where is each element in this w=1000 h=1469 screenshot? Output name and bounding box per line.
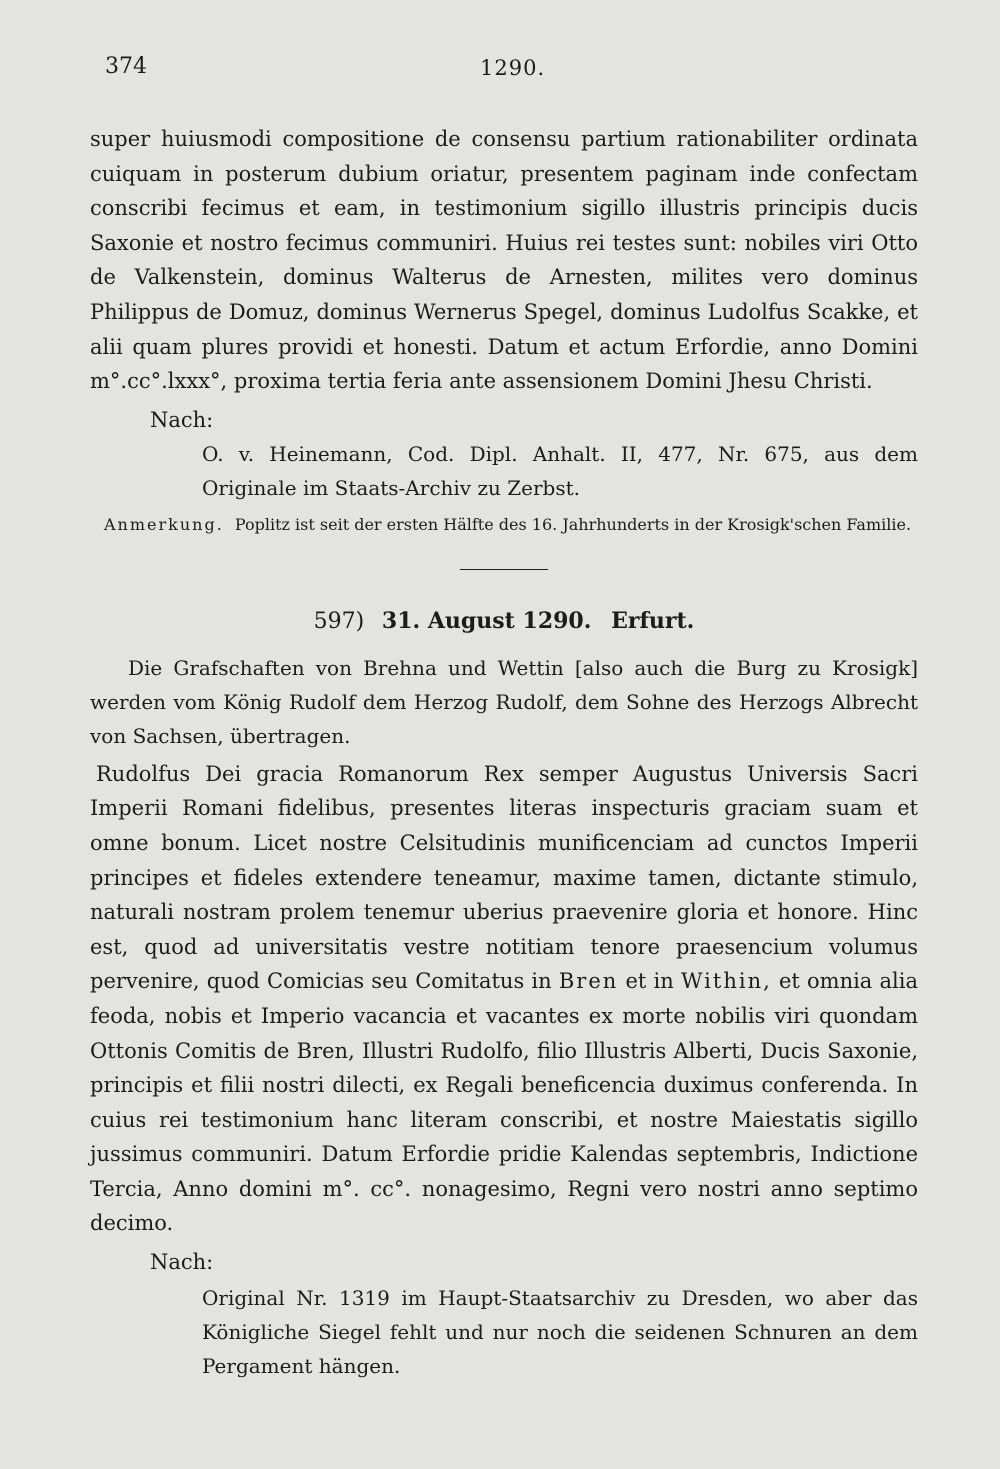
charter-text-part1: Rudolfus Dei gracia Romanorum Rex semper Augustus Universis Sacri Imperii Romani fidelibus, presentes literas inspecturis graciam suam et omne bonum. Licet nostre Celsitudinis munificenciam ad cunctos Imperii principes et fideles extendere teneamur, maxime tamen, dictante stimulo, naturali nostram prolem tenemur uberius praevenire gloria et honore. Hinc est, quod ad universitatis vestre notitiam tenore praesencium volumus pervenire, quod Comicias seu Comitatus in xyxy=(90,761,918,994)
annotation-text: Poplitz ist seit der ersten Hälfte des 16. Jahrhunderts in der Krosigk'schen Familie. xyxy=(234,514,912,534)
running-head-year: 1290. xyxy=(480,56,546,80)
place-bren: Bren xyxy=(558,969,619,994)
previous-source-label: Nach: xyxy=(150,407,214,432)
place-within: Within, xyxy=(680,969,772,994)
previous-source-citation: O. v. Heinemann, Cod. Dipl. Anhalt. II, 477, Nr. 675, aus dem Originale im Staats-Archiv zu Zerbst. xyxy=(202,441,918,500)
document-place: Erfurt. xyxy=(611,607,695,634)
page-number: 374 xyxy=(105,54,147,79)
page-header xyxy=(105,48,912,92)
annotation-label: Anmerkung. xyxy=(104,514,224,534)
charter-text-part2: et omnia alia feoda, nobis et Imperio vacancia et vacantes ex morte nobilis viri quondam Ottonis Comitis de Bren, Illustri Rudolfo, filio Illustris Alberti, Ducis Saxonie, principis et filii nostri dilecti, ex Regali beneficencia duximus conferenda. In cuius rei testimonium hanc literam conscribi, et nostre Maiestatis sigillo jussimus communiri. Datum Erfordie pridie Kalendas septembris, Indictione Tercia, Anno domini m°. cc°. nonagesimo, Regni vero nostri anno septimo decimo. xyxy=(90,969,918,1236)
previous-document-text: super huiusmodi compositione de consensu partium rationabiliter ordinata cuiquam in posterum dubium oriatur, presentem paginam inde confectam conscribi fecimus et eam, in testimonium sigillo illustris principis ducis Saxonie et nostro fecimus communiri. Huius rei testes sunt: nobiles viri Otto de Valkenstein, dominus Walterus de Arnesten, milites vero dominus Philippus de Domuz, dominus Wernerus Spegel, dominus Ludolfus Scakke, et alii quam plures providi et honesti. Datum et actum Erfordie, anno Domini m°.cc°.lxxx°, proxima tertia feria ante assensionem Domini Jhesu Christi. xyxy=(90,127,918,394)
document-source-label: Nach: xyxy=(150,1250,214,1275)
document-source-citation: Original Nr. 1319 im Haupt-Staatsarchiv zu Dresden, wo aber das Königliche Siegel fehlt und nur noch die seidenen Schnuren an dem Pergament hängen. xyxy=(202,1286,918,1379)
document-summary: Die Grafschaften von Brehna und Wettin [also auch die Burg zu Krosigk] werden vom König Rudolf dem Herzog Rudolf, dem Sohne des Herzogs Albrecht von Sachsen, übertragen. xyxy=(90,655,918,748)
document-number: 597) xyxy=(313,608,365,634)
section-divider xyxy=(460,569,548,570)
charter-text-connector: et in xyxy=(625,969,674,994)
annotation-note xyxy=(104,513,918,537)
charter-text xyxy=(90,757,918,1241)
document-heading xyxy=(90,606,918,637)
document-date: 31. August 1290. xyxy=(381,607,592,634)
page-body xyxy=(90,122,918,1383)
